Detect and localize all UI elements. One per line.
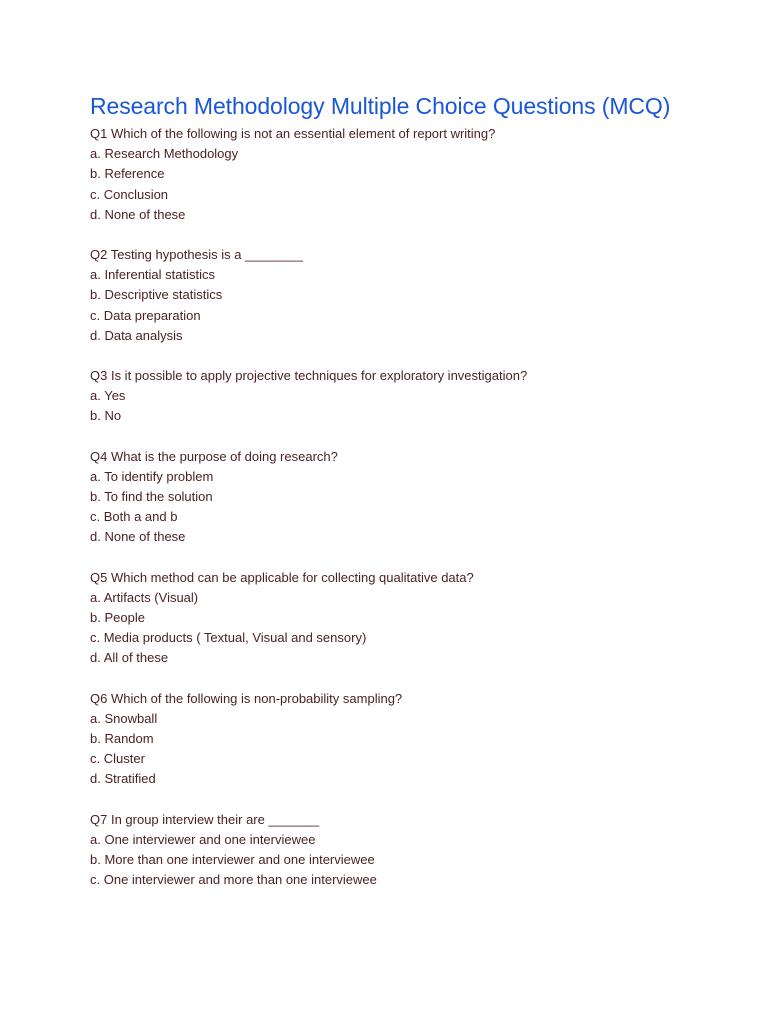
answer-option: b. To find the solution — [90, 489, 213, 505]
question-text: Q3 Is it possible to apply projective techniques for exploratory investigation? — [90, 368, 528, 384]
question-block — [90, 810, 730, 891]
answer-option: c. Both a and b — [90, 509, 178, 525]
answer-option: c. Cluster — [90, 751, 145, 767]
answer-option: c. Media products ( Textual, Visual and sensory) — [90, 630, 367, 646]
answer-option: b. No — [90, 408, 122, 424]
answer-option: a. Snowball — [90, 710, 158, 726]
answer-option: c. One interviewer and more than one interviewee — [90, 872, 377, 888]
question-text: Q2 Testing hypothesis is a ________ — [90, 247, 303, 263]
question-block — [90, 245, 730, 346]
answer-option: b. Random — [90, 731, 154, 747]
answer-option: b. People — [90, 610, 145, 626]
answer-option: a. Inferential statistics — [90, 267, 215, 283]
document-page — [90, 92, 730, 911]
question-block — [90, 689, 730, 790]
answer-option: b. Reference — [90, 166, 165, 182]
question-text: Q7 In group interview their are _______ — [90, 811, 320, 827]
document-title: Research Methodology Multiple Choice Questions (MCQ) — [90, 93, 671, 119]
answer-option: a. Research Methodology — [90, 146, 239, 162]
question-text: Q6 Which of the following is non-probability sampling? — [90, 690, 403, 706]
answer-option: c. Conclusion — [90, 186, 169, 202]
answer-option: a. Artifacts (Visual) — [90, 589, 199, 605]
answer-option: a. To identify problem — [90, 468, 214, 484]
question-block — [90, 366, 730, 427]
answer-option: d. None of these — [90, 206, 186, 222]
answer-option: c. Data preparation — [90, 307, 201, 323]
answer-option: a. One interviewer and one interviewee — [90, 831, 316, 847]
answer-option: d. Stratified — [90, 771, 156, 787]
question-block — [90, 447, 730, 548]
answer-option: d. Data analysis — [90, 327, 183, 343]
answer-option: a. Yes — [90, 388, 126, 404]
answer-option: b. Descriptive statistics — [90, 287, 223, 303]
question-block — [90, 568, 730, 669]
answer-option: d. None of these — [90, 529, 186, 545]
question-text: Q1 Which of the following is not an essential element of report writing? — [90, 126, 496, 141]
question-text: Q4 What is the purpose of doing research? — [90, 448, 338, 464]
question-text: Q5 Which method can be applicable for collecting qualitative data? — [90, 569, 474, 585]
question-list — [90, 124, 730, 891]
answer-option: d. All of these — [90, 650, 169, 666]
answer-option: b. More than one interviewer and one interviewee — [90, 852, 375, 868]
question-block — [90, 124, 730, 225]
